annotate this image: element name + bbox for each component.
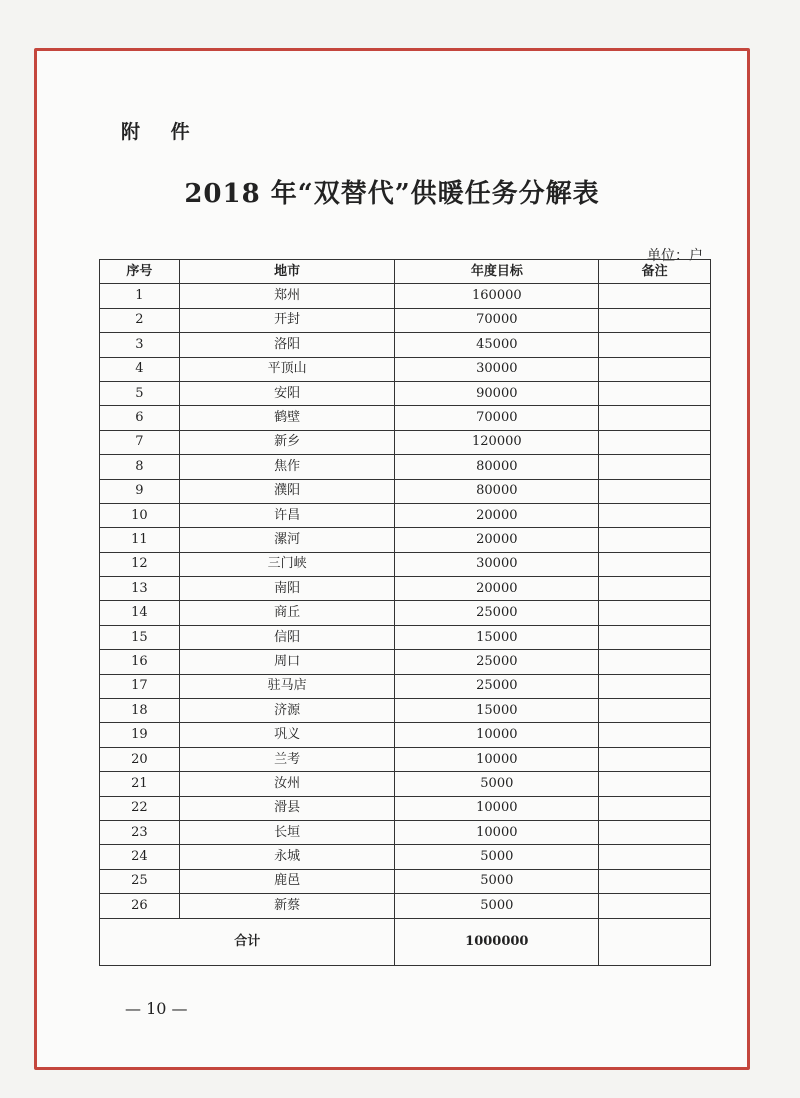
serial-cell: 11 — [100, 528, 180, 552]
target-cell: 30000 — [395, 357, 599, 381]
note-cell — [599, 528, 711, 552]
note-cell — [599, 601, 711, 625]
serial-cell: 26 — [100, 894, 180, 918]
target-cell: 15000 — [395, 625, 599, 649]
note-cell — [599, 503, 711, 527]
city-cell: 新乡 — [179, 430, 395, 454]
document-page — [34, 48, 750, 1070]
header-city: 地市 — [179, 260, 395, 284]
target-cell: 25000 — [395, 650, 599, 674]
table-row — [100, 284, 711, 308]
city-cell: 鹤壁 — [179, 406, 395, 430]
serial-cell: 19 — [100, 723, 180, 747]
target-cell: 5000 — [395, 772, 599, 796]
city-cell: 平顶山 — [179, 357, 395, 381]
table-row — [100, 333, 711, 357]
serial-cell: 15 — [100, 625, 180, 649]
note-cell — [599, 577, 711, 601]
city-cell: 南阳 — [179, 577, 395, 601]
table-row — [100, 747, 711, 771]
city-cell: 周口 — [179, 650, 395, 674]
note-cell — [599, 796, 711, 820]
serial-cell: 17 — [100, 674, 180, 698]
table-row — [100, 430, 711, 454]
table-row — [100, 528, 711, 552]
table-row — [100, 381, 711, 405]
city-cell: 漯河 — [179, 528, 395, 552]
table-row — [100, 674, 711, 698]
target-cell: 5000 — [395, 869, 599, 893]
note-cell — [599, 894, 711, 918]
serial-cell: 12 — [100, 552, 180, 576]
table-row — [100, 772, 711, 796]
note-cell — [599, 723, 711, 747]
city-cell: 永城 — [179, 845, 395, 869]
table-header-row — [100, 260, 711, 284]
serial-cell: 20 — [100, 747, 180, 771]
total-target: 1000000 — [395, 918, 599, 965]
table-row — [100, 796, 711, 820]
city-cell: 济源 — [179, 699, 395, 723]
target-cell: 20000 — [395, 577, 599, 601]
target-cell: 20000 — [395, 528, 599, 552]
table-row — [100, 723, 711, 747]
table-row — [100, 869, 711, 893]
serial-cell: 2 — [100, 308, 180, 332]
target-cell: 10000 — [395, 747, 599, 771]
note-cell — [599, 772, 711, 796]
target-cell: 15000 — [395, 699, 599, 723]
city-cell: 洛阳 — [179, 333, 395, 357]
city-cell: 鹿邑 — [179, 869, 395, 893]
header-serial-number: 序号 — [100, 260, 180, 284]
city-cell: 信阳 — [179, 625, 395, 649]
note-cell — [599, 625, 711, 649]
city-cell: 郑州 — [179, 284, 395, 308]
table-row — [100, 625, 711, 649]
table-row — [100, 503, 711, 527]
serial-cell: 21 — [100, 772, 180, 796]
serial-cell: 6 — [100, 406, 180, 430]
city-cell: 焦作 — [179, 455, 395, 479]
target-cell: 10000 — [395, 820, 599, 844]
note-cell — [599, 333, 711, 357]
table-row — [100, 308, 711, 332]
serial-cell: 13 — [100, 577, 180, 601]
serial-cell: 14 — [100, 601, 180, 625]
header-annual-target: 年度目标 — [395, 260, 599, 284]
target-cell: 120000 — [395, 430, 599, 454]
total-row — [100, 918, 711, 965]
city-cell: 新蔡 — [179, 894, 395, 918]
table-row — [100, 455, 711, 479]
city-cell: 安阳 — [179, 381, 395, 405]
target-cell: 25000 — [395, 601, 599, 625]
note-cell — [599, 308, 711, 332]
header-remarks: 备注 — [599, 260, 711, 284]
serial-cell: 8 — [100, 455, 180, 479]
target-cell: 20000 — [395, 503, 599, 527]
serial-cell: 3 — [100, 333, 180, 357]
serial-cell: 16 — [100, 650, 180, 674]
note-cell — [599, 430, 711, 454]
note-cell — [599, 357, 711, 381]
city-cell: 开封 — [179, 308, 395, 332]
note-cell — [599, 552, 711, 576]
serial-cell: 7 — [100, 430, 180, 454]
serial-cell: 24 — [100, 845, 180, 869]
table-row — [100, 894, 711, 918]
city-cell: 商丘 — [179, 601, 395, 625]
note-cell — [599, 479, 711, 503]
task-breakdown-table — [99, 259, 711, 966]
serial-cell: 25 — [100, 869, 180, 893]
attachment-label: 附 件 — [121, 121, 202, 143]
target-cell: 80000 — [395, 479, 599, 503]
table-row — [100, 357, 711, 381]
unit-label: 单位：户 — [647, 248, 703, 264]
table-row — [100, 406, 711, 430]
table-row — [100, 820, 711, 844]
serial-cell: 1 — [100, 284, 180, 308]
city-cell: 汝州 — [179, 772, 395, 796]
city-cell: 长垣 — [179, 820, 395, 844]
serial-cell: 22 — [100, 796, 180, 820]
note-cell — [599, 406, 711, 430]
target-cell: 10000 — [395, 723, 599, 747]
note-cell — [599, 650, 711, 674]
city-cell: 巩义 — [179, 723, 395, 747]
target-cell: 5000 — [395, 894, 599, 918]
note-cell — [599, 747, 711, 771]
note-cell — [599, 845, 711, 869]
target-cell: 10000 — [395, 796, 599, 820]
city-cell: 濮阳 — [179, 479, 395, 503]
serial-cell: 9 — [100, 479, 180, 503]
city-cell: 许昌 — [179, 503, 395, 527]
target-cell: 30000 — [395, 552, 599, 576]
table-row — [100, 577, 711, 601]
target-cell: 80000 — [395, 455, 599, 479]
note-cell — [599, 284, 711, 308]
target-cell: 160000 — [395, 284, 599, 308]
target-cell: 45000 — [395, 333, 599, 357]
target-cell: 70000 — [395, 406, 599, 430]
table-row — [100, 650, 711, 674]
table-row — [100, 845, 711, 869]
total-label: 合计 — [100, 918, 395, 965]
serial-cell: 5 — [100, 381, 180, 405]
note-cell — [599, 699, 711, 723]
city-cell: 兰考 — [179, 747, 395, 771]
note-cell — [599, 869, 711, 893]
page-number: — 10 — — [125, 999, 188, 1018]
serial-cell: 18 — [100, 699, 180, 723]
city-cell: 三门峡 — [179, 552, 395, 576]
target-cell: 90000 — [395, 381, 599, 405]
serial-cell: 4 — [100, 357, 180, 381]
table-row — [100, 552, 711, 576]
note-cell — [599, 381, 711, 405]
serial-cell: 23 — [100, 820, 180, 844]
city-cell: 驻马店 — [179, 674, 395, 698]
table-row — [100, 601, 711, 625]
target-cell: 5000 — [395, 845, 599, 869]
document-title: 2018 年“双替代”供暖任务分解表 — [184, 179, 600, 209]
note-cell — [599, 455, 711, 479]
total-note — [599, 918, 711, 965]
city-cell: 滑县 — [179, 796, 395, 820]
note-cell — [599, 820, 711, 844]
target-cell: 70000 — [395, 308, 599, 332]
table-row — [100, 699, 711, 723]
note-cell — [599, 674, 711, 698]
target-cell: 25000 — [395, 674, 599, 698]
serial-cell: 10 — [100, 503, 180, 527]
table-row — [100, 479, 711, 503]
table-body — [100, 284, 711, 918]
